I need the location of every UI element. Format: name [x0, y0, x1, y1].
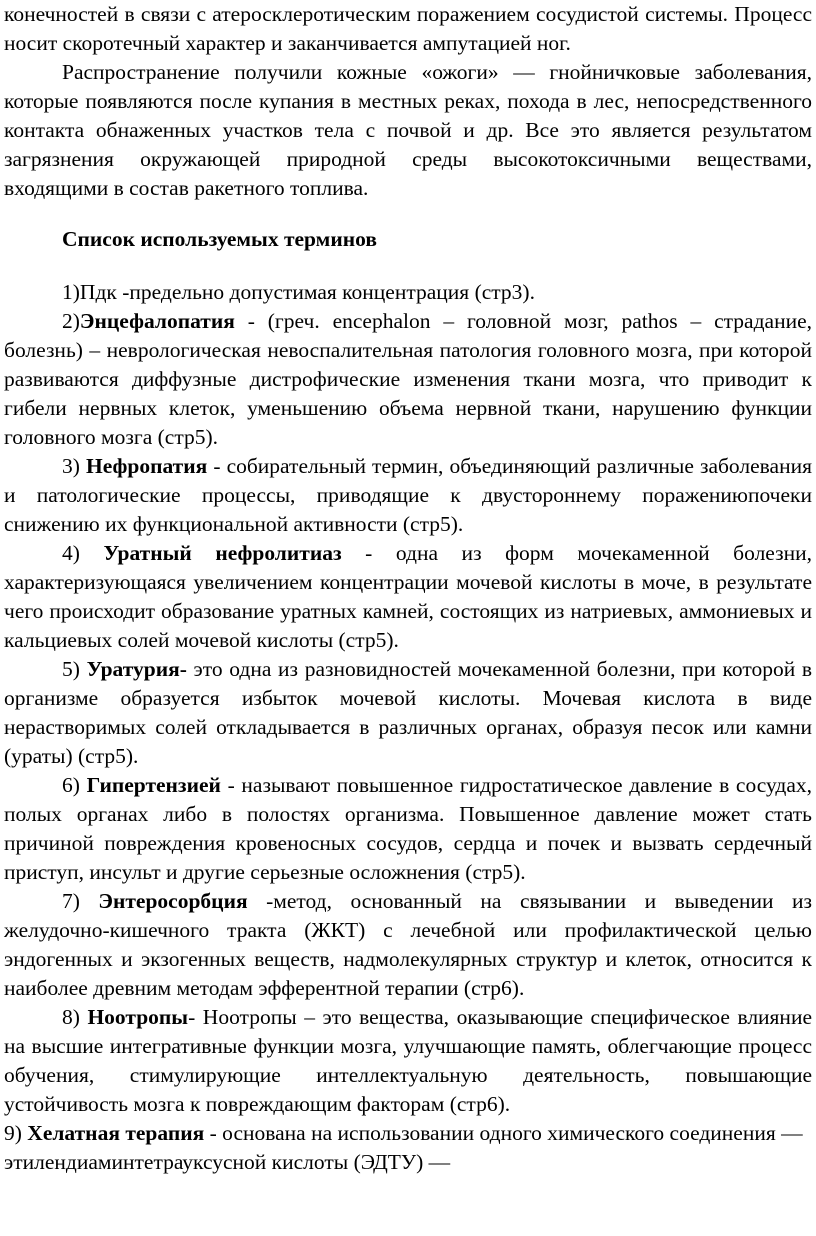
item-number: 8): [62, 1005, 88, 1029]
item-number: 1): [62, 280, 80, 304]
glossary-item-1: [4, 278, 812, 307]
item-number: 6): [62, 773, 87, 797]
glossary-item-9: [4, 1119, 812, 1177]
glossary-item-5: [4, 655, 812, 771]
item-number: 4): [62, 541, 104, 565]
glossary-title: Список используемых терминов: [62, 227, 377, 251]
item-number: 9): [4, 1121, 28, 1145]
item-text: - (греч. encephalon – головной мозг, pathos – страдание, болезнь) – неврологическая невоспалительная патология головного мозга, при которой развиваются диффузные дистрофические изменения ткани мозга, что приводит к гибели нервных клеток, уменьшению объема нервной ткани, нарушению функции головного мозга (стр5).: [4, 309, 812, 449]
glossary-item-2: [4, 307, 812, 452]
item-text: - называют повышенное гидростатическое давление в сосудах, полых органах либо в полостях организма. Повышенное давление может стать причиной повреждения кровеносных сосудов, сердца и почек и вызвать сердечный приступ, инсульт и другие серьезные осложнения (стр5).: [4, 773, 812, 884]
paragraph-intro-1: конечностей в связи с атеросклеротическим поражением сосудистой системы. Процесс носит скоротечный характер и заканчивается ампутацией ног.: [4, 2, 812, 55]
item-term: Уратный нефролитиаз: [103, 541, 342, 565]
item-number: 2): [62, 309, 80, 333]
item-text: - основана на использовании одного химического соединения — этилендиаминтетрауксусной кислоты (ЭДТУ) —: [4, 1121, 803, 1174]
item-number: 5): [62, 657, 87, 681]
item-text: это одна из разновидностей мочекаменной болезни, при которой в организме образуется избыток мочевой кислоты. Мочевая кислота в виде нерастворимых солей откладывается в различных органах, образуя песок или камни (ураты) (стр5).: [4, 657, 812, 768]
glossary-item-8: [4, 1003, 812, 1119]
item-text: - собирательный термин, объединяющий различные заболевания и патологические процессы, приводящие к двустороннему поражениюпочеки снижению их функциональной активности (стр5).: [4, 454, 812, 536]
item-text: Пдк -предельно допустимая концентрация (стр3).: [79, 280, 535, 304]
item-number: 3): [62, 454, 86, 478]
item-text: - одна из форм мочекаменной болезни, характеризующаяся увеличением концентрации мочевой кислоты в моче, в результате чего происходит образование уратных камней, состоящих из натриевых, аммониевых и кальциевых солей мочевой кислоты (стр5).: [4, 541, 812, 652]
glossary-item-3: [4, 452, 812, 539]
glossary-item-4: [4, 539, 812, 655]
item-text: -метод, основанный на связывании и выведении из желудочно-кишечного тракта (ЖКТ) с лечебной или профилактической целью эндогенных и экзогенных веществ, надмолекулярных структур и клеток, относится к наиболее древним методам эфферентной терапии (стр6).: [4, 889, 812, 1000]
item-term: Гипертензией: [86, 773, 221, 797]
item-term: Ноотропы: [87, 1005, 189, 1029]
item-number: 7): [62, 889, 99, 913]
glossary-item-7: [4, 887, 812, 1003]
paragraph-intro-2: Распространение получили кожные «ожоги» — гнойничковые заболевания, которые появляются после купания в местных реках, похода в лес, непосредственного контакта обнаженных участков тела с почвой и др. Все это является результатом загрязнения окружающей природной среды высокотоксичными веществами, входящими в состав ракетного топлива.: [4, 60, 812, 200]
item-term: Уратурия-: [86, 657, 187, 681]
item-term: Нефропатия: [85, 454, 208, 478]
item-term: Энцефалопатия: [79, 309, 235, 333]
item-term: Хелатная терапия: [27, 1121, 205, 1145]
item-text: - Ноотропы – это вещества, оказывающие специфическое влияние на высшие интегративные функции мозга, улучшающие память, облегчающие процесс обучения, стимулирующие интеллектуальную деятельность, повышающие устойчивость мозга к повреждающим факторам (стр6).: [4, 1005, 812, 1116]
glossary-item-6: [4, 771, 812, 887]
item-term: Энтеросорбция: [98, 889, 248, 913]
